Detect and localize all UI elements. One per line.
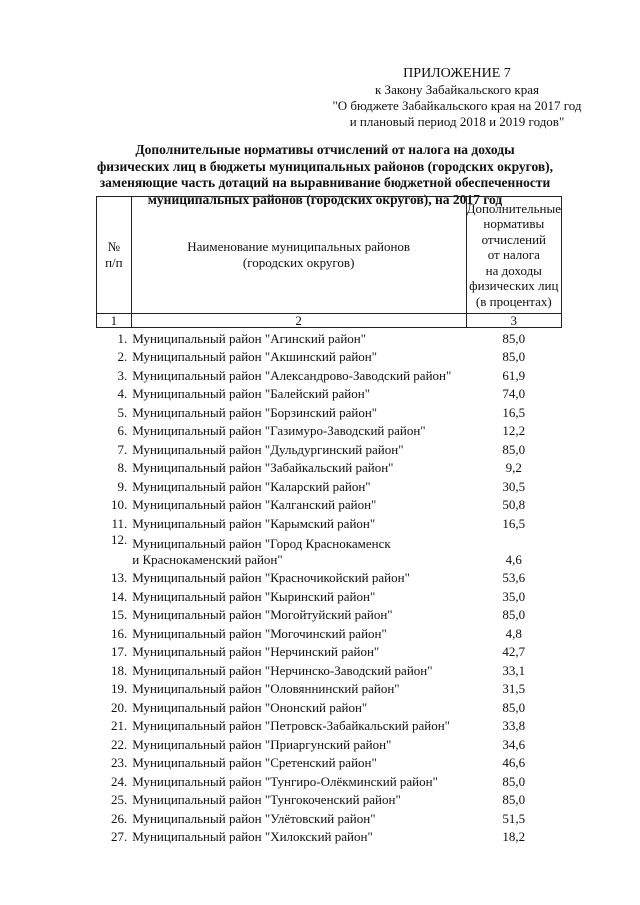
header-name-line-2: (городских округов) (242, 255, 355, 270)
row-district-name (131, 476, 466, 495)
table-row (97, 586, 562, 605)
header-number-sign: № (107, 239, 121, 254)
table-row (97, 623, 562, 642)
header-value-line: от налога (487, 247, 540, 263)
district-name-line: Муниципальный район "Акшинский район" (132, 349, 378, 364)
header-number-pp: п/п (105, 255, 123, 270)
row-district-name (131, 753, 466, 772)
norms-table (96, 196, 562, 845)
row-number: 19. (110, 681, 128, 696)
row-value: 85,0 (502, 441, 526, 457)
row-number: 13. (110, 570, 128, 585)
table-row (97, 827, 562, 846)
table-row (97, 458, 562, 477)
row-number: 11. (111, 515, 128, 531)
appendix-law-ref: к Закону Забайкальского края (374, 82, 539, 97)
row-district-name (131, 623, 466, 642)
row-district-name (131, 458, 466, 477)
table-row (97, 384, 562, 403)
header-value-line: Дополнительные (466, 200, 561, 216)
district-name-line: Муниципальный район "Калганский район" (132, 497, 377, 512)
row-district-name (131, 495, 466, 514)
row-value: 46,6 (502, 755, 526, 770)
row-value: 31,5 (502, 681, 526, 696)
row-value: 34,6 (502, 736, 526, 752)
table-row (97, 347, 562, 366)
header-value-line: физических лиц (469, 278, 559, 294)
row-district-name (131, 421, 466, 440)
index-cell-3: 3 (466, 314, 561, 328)
row-value: 33,8 (502, 718, 526, 733)
district-name-line: Муниципальный район "Карымский район" (132, 515, 376, 531)
row-number: 6. (117, 423, 128, 438)
row-value: 85,0 (502, 792, 526, 807)
district-name-line: Муниципальный район "Тунгокоченский район" (132, 792, 401, 807)
row-value: 50,8 (502, 497, 526, 512)
row-number: 23. (110, 755, 128, 770)
district-name-line: Муниципальный район "Оловяннинский район" (132, 681, 400, 696)
row-number: 25. (110, 792, 128, 807)
header-name-line-1: Наименование муниципальных районов (187, 239, 411, 254)
row-number: 14. (110, 588, 128, 604)
header-value-line: на доходы (485, 262, 542, 278)
row-number: 21. (110, 718, 128, 733)
header-value (466, 197, 561, 314)
row-number: 22. (110, 736, 128, 752)
table-row (97, 790, 562, 809)
row-district-name (131, 642, 466, 661)
row-value: 85,0 (502, 607, 526, 622)
table-row (97, 660, 562, 679)
table-row (97, 605, 562, 624)
table-row (97, 716, 562, 735)
row-number: 10. (110, 497, 128, 512)
table-index-row (97, 314, 562, 328)
header-value-line: (в процентах) (475, 293, 552, 309)
district-name-line: Муниципальный район "Александрово-Заводский район" (132, 367, 452, 383)
row-number: 24. (110, 773, 128, 789)
table-row (97, 568, 562, 587)
district-name-line: Муниципальный район "Город Краснокаменск (132, 535, 391, 551)
row-value: 61,9 (502, 367, 526, 383)
row-value: 51,5 (502, 810, 526, 826)
row-number: 9. (117, 478, 128, 494)
table-row (97, 734, 562, 753)
row-district-name (131, 532, 466, 568)
district-name-line: Муниципальный район "Петровск-Забайкальский район" (132, 718, 450, 733)
row-district-name (131, 347, 466, 366)
row-district-name (131, 568, 466, 587)
table-header-row (97, 197, 562, 314)
index-cell-2: 2 (131, 314, 466, 328)
table-row (97, 421, 562, 440)
row-district-name (131, 365, 466, 384)
row-district-name (131, 402, 466, 421)
row-district-name (131, 697, 466, 716)
row-value: 53,6 (502, 570, 526, 585)
row-number: 15. (110, 607, 128, 622)
table-row (97, 808, 562, 827)
district-name-line: Муниципальный район "Дульдургинский район" (132, 441, 404, 457)
district-name-line: Муниципальный район "Забайкальский район" (132, 460, 394, 475)
row-number: 18. (110, 662, 128, 678)
row-number: 12. (110, 531, 128, 547)
district-name-line: Муниципальный район "Каларский район" (132, 478, 371, 494)
title-line-4: муниципальных районов (городских округов), на 2017 год (147, 191, 503, 207)
row-value: 9,2 (505, 460, 522, 475)
district-name-line: Муниципальный район "Нерчинско-Заводский район" (132, 662, 433, 678)
title-line-1: Дополнительные нормативы отчислений от налога на доходы (135, 142, 515, 157)
row-number: 7. (117, 441, 128, 457)
row-value: 30,5 (502, 478, 526, 494)
header-value-line: отчислений (481, 231, 546, 247)
row-value: 74,0 (502, 386, 526, 401)
table-row (97, 476, 562, 495)
district-name-line: Муниципальный район "Балейский район" (132, 386, 370, 401)
row-district-name (131, 384, 466, 403)
table-body (97, 328, 562, 846)
district-name-line: Муниципальный район "Нерчинский район" (132, 644, 380, 659)
district-name-line: Муниципальный район "Агинский район" (132, 330, 367, 346)
row-value: 4,6 (505, 551, 522, 567)
appendix-header (332, 66, 582, 130)
row-district-name (131, 586, 466, 605)
row-number: 16. (110, 625, 128, 641)
row-value: 12,2 (502, 423, 526, 438)
header-name (131, 197, 466, 314)
table-row (97, 365, 562, 384)
row-district-name (131, 827, 466, 846)
table-row (97, 328, 562, 347)
table-row (97, 753, 562, 772)
row-number: 26. (110, 810, 128, 826)
district-name-line: Муниципальный район "Сретенский район" (132, 755, 377, 770)
appendix-law-title-1: "О бюджете Забайкальского края на 2017 год (332, 98, 582, 113)
district-name-line: Муниципальный район "Хилокский район" (132, 829, 373, 844)
header-value-line: нормативы (483, 216, 545, 232)
row-value: 33,1 (502, 662, 526, 678)
row-district-name (131, 439, 466, 458)
title-line-3: заменяющие часть дотаций на выравнивание бюджетной обеспеченности (99, 175, 551, 190)
row-value: 85,0 (502, 330, 526, 346)
row-district-name (131, 660, 466, 679)
table-row (97, 439, 562, 458)
district-name-line: Муниципальный район "Красночикойский район" (132, 570, 410, 585)
row-value: 35,0 (502, 588, 526, 604)
district-name-line: Муниципальный район "Ононский район" (132, 699, 368, 715)
appendix-law-title-2: и плановый период 2018 и 2019 годов" (349, 114, 565, 129)
index-cell-1: 1 (97, 314, 132, 328)
row-number: 1. (117, 330, 128, 346)
row-district-name (131, 771, 466, 790)
district-name-line: Муниципальный район "Борзинский район" (132, 404, 378, 420)
title-line-2: физических лиц в бюджеты муниципальных районов (городских округов), (96, 158, 554, 174)
row-value: 85,0 (502, 699, 526, 715)
district-name-line: Муниципальный район "Газимуро-Заводский район" (132, 423, 426, 438)
header-value-lines (467, 201, 561, 310)
row-number: 8. (117, 460, 128, 475)
row-value: 85,0 (502, 349, 526, 364)
row-number: 17. (110, 644, 128, 659)
district-name-line: Муниципальный район "Могойтуйский район" (132, 607, 393, 622)
row-district-name (131, 808, 466, 827)
row-district-name (131, 734, 466, 753)
table-row (97, 532, 562, 568)
row-value: 16,5 (502, 404, 526, 420)
table-row (97, 402, 562, 421)
district-name-line: Муниципальный район "Кыринский район" (132, 588, 376, 604)
table-row (97, 513, 562, 532)
table-row (97, 771, 562, 790)
row-number: 3. (117, 367, 128, 383)
district-name-line: Муниципальный район "Тунгиро-Олёкминский район" (132, 773, 438, 789)
table-row (97, 495, 562, 514)
row-district-name (131, 716, 466, 735)
table-row (97, 697, 562, 716)
table-row (97, 642, 562, 661)
row-number: 5. (117, 404, 128, 420)
row-district-name (131, 328, 466, 347)
row-number: 27. (110, 829, 128, 844)
row-value: 4,8 (505, 625, 522, 641)
row-number: 20. (110, 699, 128, 715)
row-district-name (131, 790, 466, 809)
row-number: 4. (117, 386, 128, 401)
row-value: 85,0 (502, 773, 526, 789)
row-value: 42,7 (502, 644, 526, 659)
header-number (97, 197, 132, 314)
row-value: 16,5 (502, 515, 526, 531)
district-name-line: Муниципальный район "Улётовский район" (132, 810, 376, 826)
row-number: 2. (117, 349, 128, 364)
appendix-number: ПРИЛОЖЕНИЕ 7 (403, 66, 511, 81)
district-name-line: Муниципальный район "Могочинский район" (132, 625, 387, 641)
row-district-name (131, 679, 466, 698)
row-district-name (131, 605, 466, 624)
district-name-line-2: и Краснокаменский район" (132, 551, 283, 567)
row-district-name (131, 513, 466, 532)
row-value: 18,2 (502, 829, 526, 844)
table-row (97, 679, 562, 698)
district-name-line: Муниципальный район "Приаргунский район" (132, 736, 392, 752)
